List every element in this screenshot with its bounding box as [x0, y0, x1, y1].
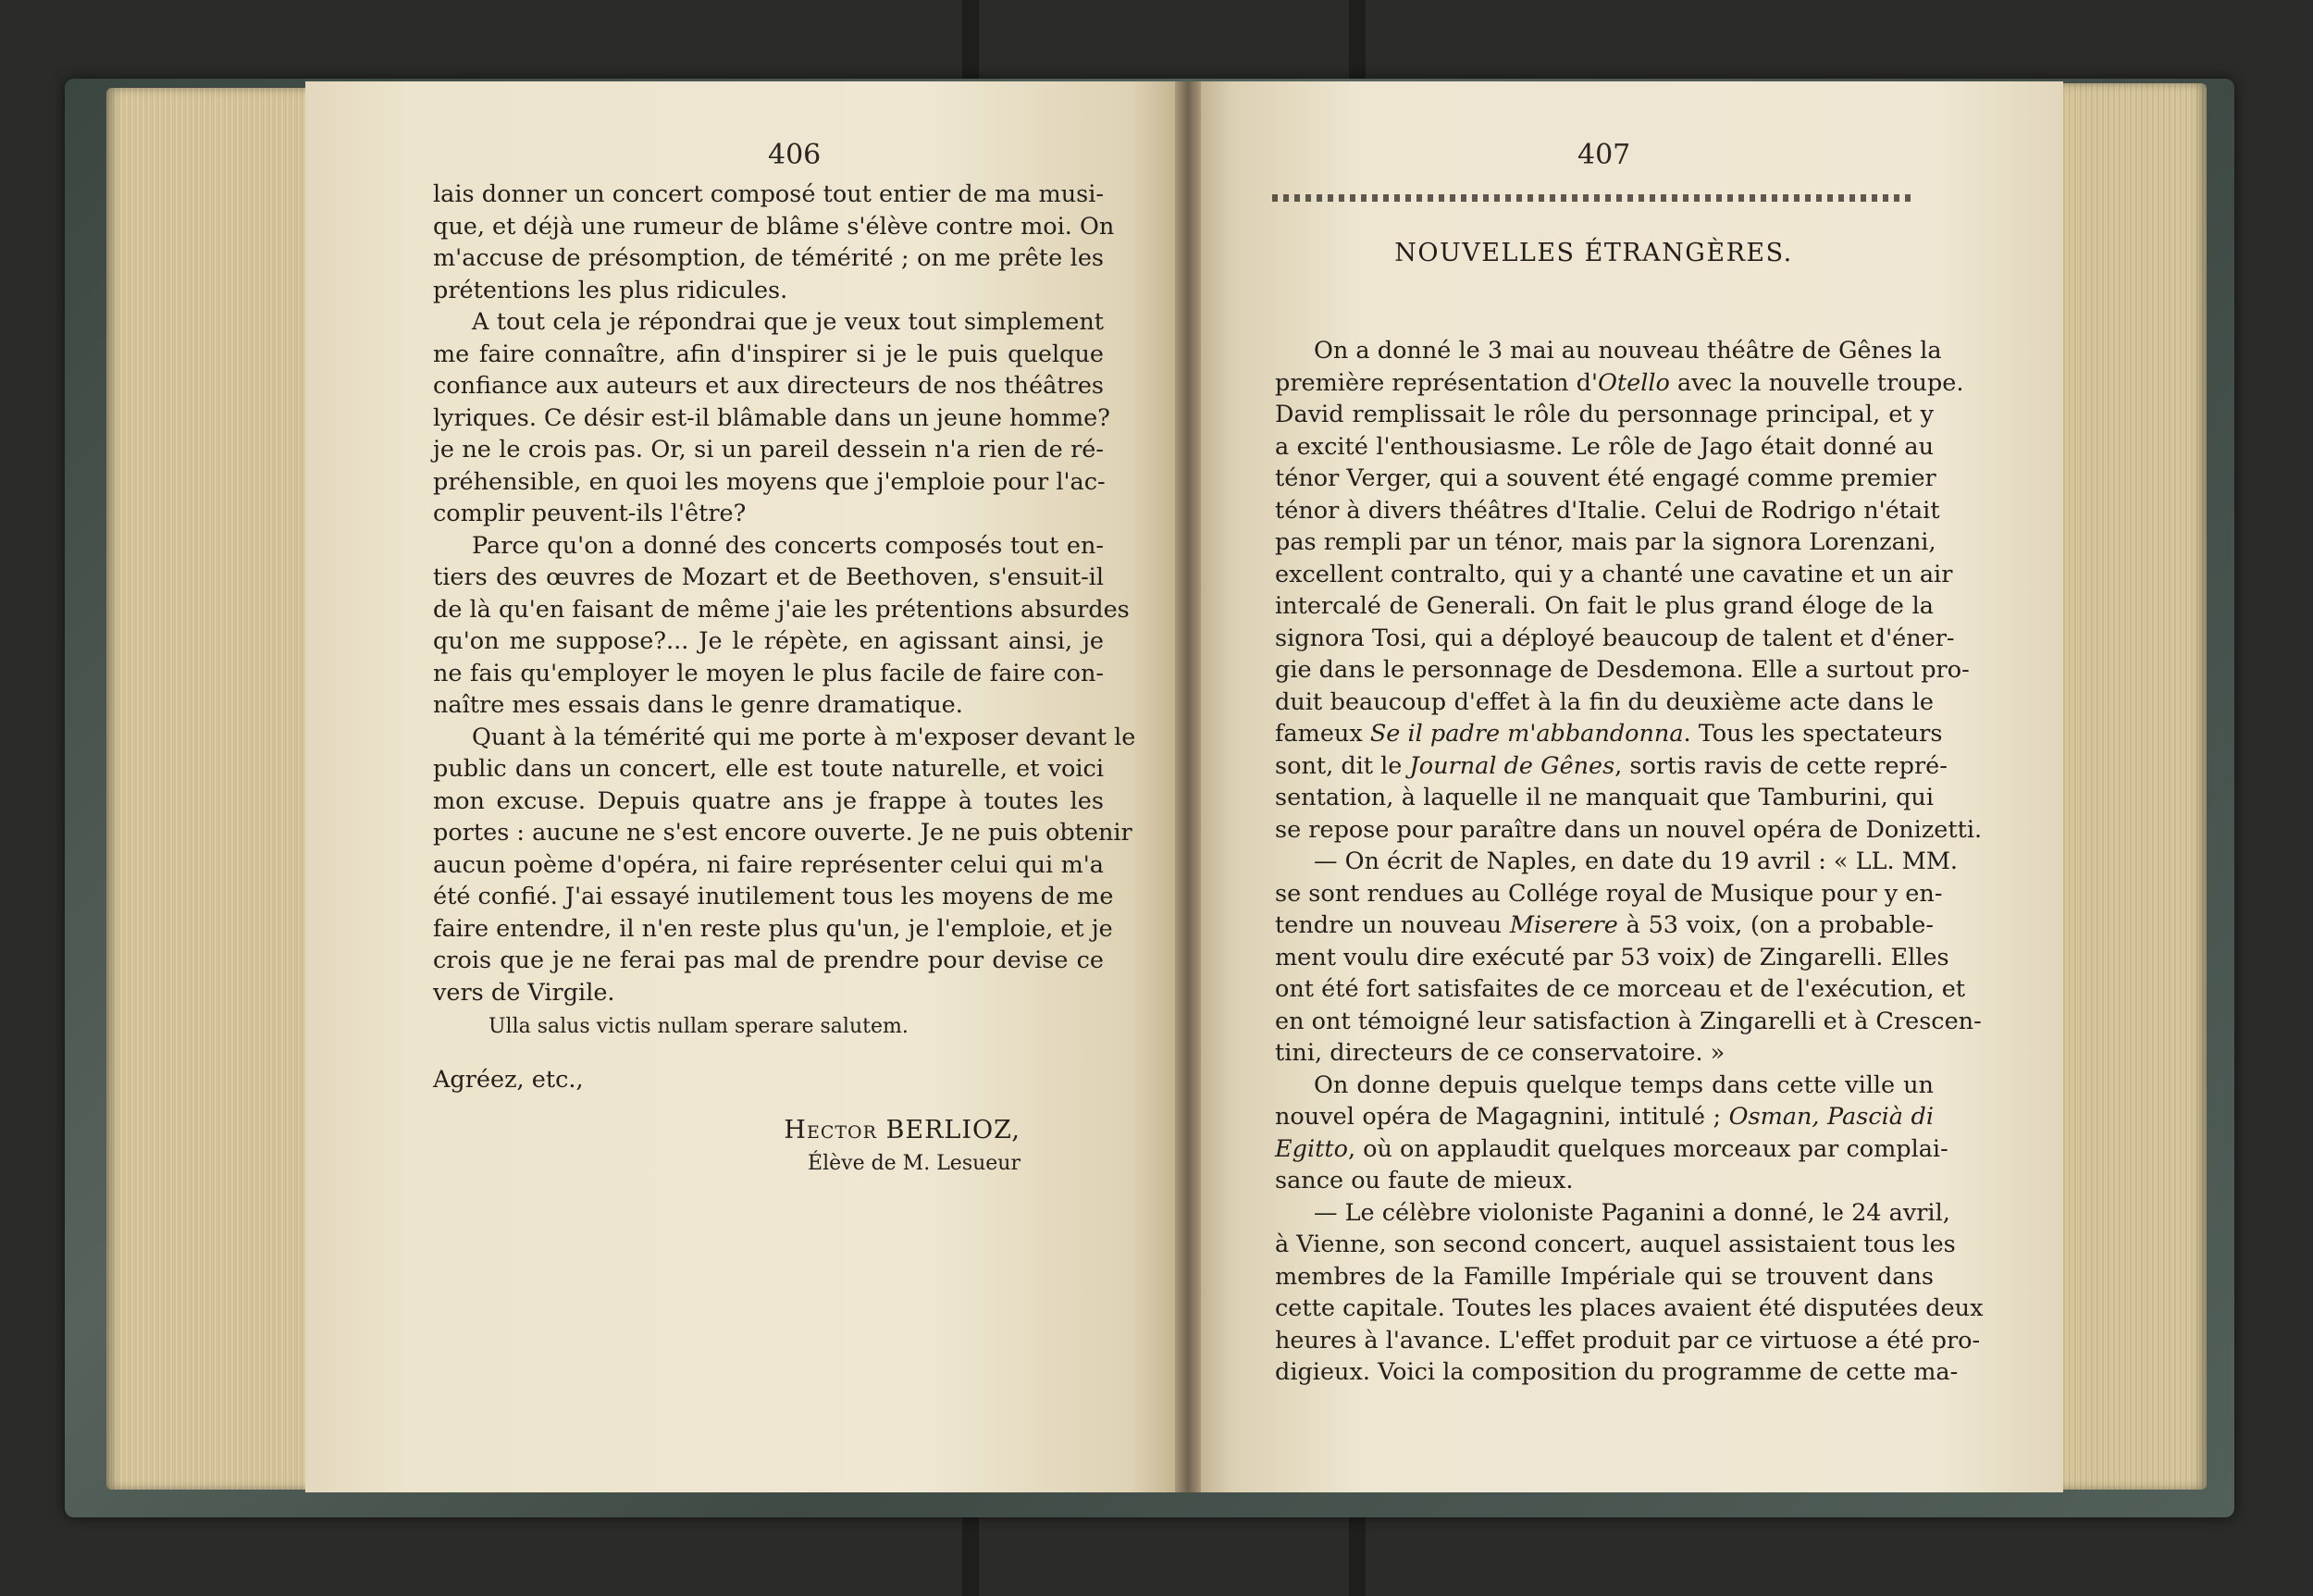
- signature: [433, 1114, 1104, 1181]
- left-page-text: [433, 179, 1136, 1008]
- text-line: lyriques. Ce désir est-il blâmable dans un jeune homme?: [433, 403, 1110, 432]
- text-line: été confié. J'ai essayé inutilement tous les moyens de me: [433, 883, 1114, 910]
- text-line: sance ou faute de mieux.: [1275, 1167, 1574, 1194]
- latin-quote: Ulla salus victis nullam sperare salutem.: [489, 1015, 909, 1038]
- text-line: excellent contralto, qui y a chanté une cavatine et un air: [1275, 560, 1953, 588]
- text-line: sont, dit le Journal de Gênes, sortis ravis de cette repré-: [1275, 751, 1948, 780]
- show-through-left: [421, 1194, 1069, 1323]
- text-line: se sont rendues au Collége royal de Musique pour y en-: [1275, 879, 1943, 908]
- text-line: fameux Se il padre m'abbandonna. Tous les spectateurs: [1275, 720, 1943, 748]
- text-line: de là qu'en faisant de même j'aie les prétentions absurdes: [433, 595, 1130, 624]
- text-line: cette capitale. Toutes les places avaient été disputées deux: [1275, 1294, 1984, 1322]
- left-page-closing-block: [433, 1004, 1104, 1181]
- text-line: ont été fort satisfaites de ce morceau et de l'exécution, et: [1275, 975, 1966, 1003]
- text-line: ne fais qu'employer le moyen le plus facile de faire con-: [433, 659, 1104, 687]
- text-line: On a donné le 3 mai au nouveau théâtre de Gênes la: [1314, 337, 1942, 365]
- text-line: signora Tosi, qui a déployé beaucoup de talent et d'éner-: [1275, 624, 1955, 652]
- signature-name: Hector BERLIOZ,: [784, 1116, 1020, 1144]
- text-line: heures à l'avance. L'effet produit par ce virtuose a été pro-: [1275, 1326, 1981, 1355]
- text-line: tendre un nouveau Miserere à 53 voix, (on a probable-: [1275, 911, 1934, 939]
- text-line: Parce qu'on a donné des concerts composés tout en-: [472, 531, 1104, 560]
- text-line: a excité l'enthousiasme. Le rôle de Jago était donné au: [1275, 432, 1934, 461]
- text-line: ténor Verger, qui a souvent été engagé comme premier: [1275, 464, 1936, 492]
- text-line: membres de la Famille Impériale qui se trouvent dans: [1275, 1262, 1934, 1291]
- text-line: public dans un concert, elle est toute naturelle, et voici: [433, 755, 1104, 783]
- text-line: vers de Virgile.: [433, 978, 615, 1007]
- right-page-text: [1275, 335, 1984, 1389]
- text-line: David remplissait le rôle du personnage principal, et y: [1275, 401, 1934, 428]
- text-line: duit beaucoup d'effet à la fin du deuxième acte dans le: [1275, 687, 1934, 716]
- text-line: portes : aucune ne s'est encore ouverte. Je ne puis obtenir: [433, 819, 1132, 847]
- text-line: nouvel opéra de Magagnini, intitulé ; Osman, Pascià di: [1275, 1103, 1934, 1131]
- text-line: crois que je ne ferai pas mal de prendre pour devise ce: [433, 946, 1104, 974]
- text-line: m'accuse de présomption, de témérité ; on me prête les: [433, 244, 1104, 272]
- signature-role: Élève de M. Lesueur: [808, 1152, 1020, 1175]
- text-line: sentation, à laquelle il ne manquait que Tamburini, qui: [1275, 784, 1934, 811]
- text-line: Quant à la témérité qui me porte à m'exposer devant le: [472, 723, 1136, 751]
- page-number-left: 406: [768, 139, 822, 171]
- text-line: ment voulu dire exécuté par 53 voix) de Zingarelli. Elles: [1275, 943, 1949, 971]
- text-line: je ne le crois pas. Or, si un pareil dessein n'a rien de ré-: [433, 436, 1104, 464]
- text-line: tini, directeurs de ce conservatoire. »: [1275, 1039, 1725, 1067]
- text-line: naître mes essais dans le genre dramatique.: [433, 691, 963, 719]
- text-line: préhensible, en quoi les moyens que j'emploie pour l'ac-: [433, 467, 1106, 496]
- text-line: — On écrit de Naples, en date du 19 avril : « LL. MM.: [1314, 847, 1959, 875]
- text-line: — Le célèbre violoniste Paganini a donné, le 24 avril,: [1314, 1198, 1950, 1227]
- text-line: pas rempli par un ténor, mais par la signora Lorenzani,: [1275, 528, 1936, 556]
- text-line: mon excuse. Depuis quatre ans je frappe à toutes les: [433, 786, 1104, 815]
- dotted-rule: [1272, 194, 1915, 202]
- text-line: complir peuvent-ils l'être?: [433, 500, 747, 527]
- page-edges-left: [106, 88, 319, 1490]
- text-line: me faire connaître, afin d'inspirer si je le puis quelque: [433, 340, 1104, 368]
- text-line: A tout cela je répondrai que je veux tout simplement: [472, 308, 1104, 336]
- text-line: que, et déjà une rumeur de blâme s'élève contre moi. On: [433, 212, 1115, 241]
- text-line: digieux. Voici la composition du programme de cette ma-: [1275, 1358, 1959, 1386]
- text-line: confiance aux auteurs et aux directeurs de nos théâtres: [433, 372, 1104, 400]
- closing-formula: Agréez, etc.,: [433, 1065, 584, 1094]
- text-line: ténor à divers théâtres d'Italie. Celui de Rodrigo n'était: [1275, 496, 1940, 525]
- page-edges-right: [2049, 83, 2207, 1490]
- text-line: à Vienne, son second concert, auquel assistaient tous les: [1275, 1231, 1956, 1258]
- text-line: aucun poème d'opéra, ni faire représenter celui qui m'a: [433, 850, 1104, 879]
- text-line: en ont témoigné leur satisfaction à Zingarelli et à Crescen-: [1275, 1007, 1982, 1035]
- text-line: intercalé de Generali. On fait le plus grand éloge de la: [1275, 592, 1934, 620]
- text-line: gie dans le personnage de Desdemona. Elle a surtout pro-: [1275, 656, 1970, 684]
- book-gutter: [1175, 81, 1201, 1492]
- text-line: qu'on me suppose?... Je le répète, en agissant ainsi, je: [433, 627, 1104, 655]
- section-title: NOUVELLES ÉTRANGÈRES.: [1394, 239, 1793, 267]
- page-number-right: 407: [1577, 139, 1631, 171]
- text-line: prétentions les plus ridicules.: [433, 276, 788, 304]
- text-line: faire entendre, il n'en reste plus qu'un, je l'emploie, et je: [433, 914, 1113, 943]
- text-line: première représentation d'Otello avec la nouvelle troupe.: [1275, 368, 1964, 397]
- text-line: se repose pour paraître dans un nouvel opéra de Donizetti.: [1275, 815, 1983, 844]
- text-line: lais donner un concert composé tout entier de ma musi-: [433, 180, 1104, 208]
- text-line: Egitto, où on applaudit quelques morceaux par complai-: [1275, 1134, 1948, 1163]
- text-line: On donne depuis quelque temps dans cette ville un: [1314, 1070, 1934, 1099]
- text-line: tiers des œuvres de Mozart et de Beethoven, s'ensuit-il: [433, 563, 1104, 591]
